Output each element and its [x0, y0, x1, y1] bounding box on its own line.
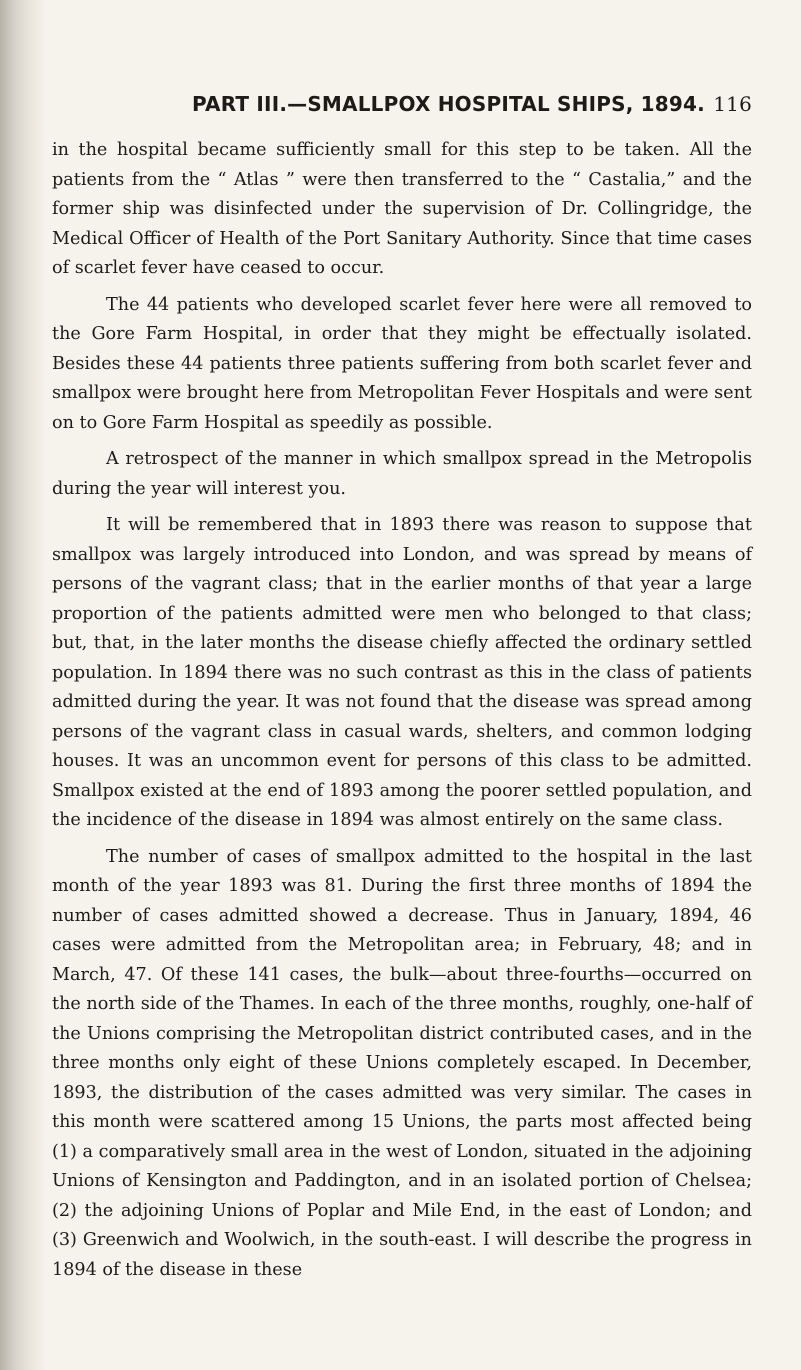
paragraph: It will be remembered that in 1893 there was reason to suppose that smallpox was largely introduced into London, and was spread by means of persons of the vagrant class; that in the earlier months of that year a large proportion of the patients admitted were men who belonged to that class; but, that, in the later months the disease chiefly affected the ordinary settled population. In 1894 there was no such contrast as this in the class of patients admitted during the year. It was not found that the disease was spread among persons of the vagrant class in casual wards, shelters, and common lodging houses. It was an uncommon event for persons of this class to be admitted. Smallpox existed at the end of 1893 among the poorer settled population, and the incidence of the disease in 1894 was almost entirely on the same class. [52, 515, 752, 830]
paragraph: The 44 patients who developed scarlet fever here were all removed to the Gore Farm Hospital, in order that they might be effectually isolated. Besides these 44 patients three patients suffering from both scarlet fever and smallpox were brought here from Metropolitan Fever Hospitals and were sent on to Gore Farm Hospital as speedily as possible. [52, 294, 752, 433]
document-page [52, 92, 752, 1292]
running-header [52, 92, 752, 122]
body-text [52, 136, 752, 1285]
paragraph: A retrospect of the manner in which smallpox spread in the Metropolis during the year will interest you. [52, 449, 752, 499]
page-binding-shadow [0, 0, 46, 1370]
running-title: PART III.—SMALLPOX HOSPITAL SHIPS, 1894. [192, 92, 705, 116]
paragraph: The number of cases of smallpox admitted to the hospital in the last month of the year 1893 was 81. During the first three months of 1894 the number of cases admitted showed a decrease. Thus in January, 1894, 46 cases were admitted from the Metropolitan area; in February, 48; and in March, 47. Of these 141 cases, the bulk—about three-fourths—occurred on the north side of the Thames. In each of the three months, roughly, one-half of the Unions comprising the Metropolitan district contributed cases, and in the three months only eight of these Unions completely escaped. In December, 1893, the distribution of the cases admitted was very similar. The cases in this month were scattered among 15 Unions, the parts most affected being (1) a comparatively small area in the west of London, situated in the adjoining Unions of Kensington and Paddington, and in an isolated portion of Chelsea; (2) the adjoining Unions of Poplar and Mile End, in the east of London; and (3) Greenwich and Woolwich, in the south-east. I will describe the progress in 1894 of the disease in these [52, 846, 753, 1280]
page-number: 116 [713, 92, 752, 116]
paragraph: in the hospital became sufficiently small for this step to be taken. All the patients from the “ Atlas ” were then transferred to the “ Castalia,” and the former ship was disinfected under the supervision of Dr. Collingridge, the Medical Officer of Health of the Port Sanitary Authority. Since that time cases of scarlet fever have ceased to occur. [52, 140, 752, 278]
